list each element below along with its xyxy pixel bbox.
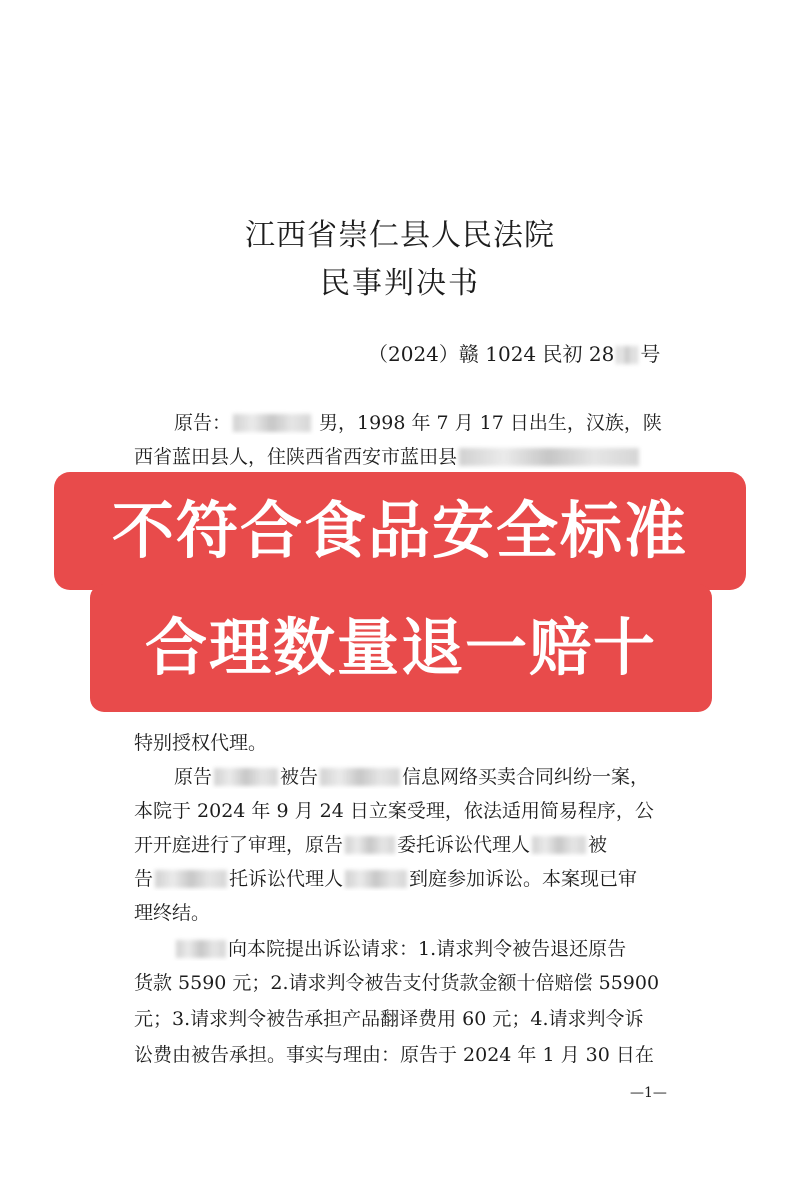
- body-line: [134, 898, 674, 925]
- redaction-blur: [214, 768, 278, 786]
- redaction-blur: [233, 414, 311, 432]
- line-text: 元；3.请求判令被告承担产品翻译费用 60 元；4.请求判令诉: [134, 1008, 644, 1030]
- redaction-blur: [616, 346, 638, 364]
- line-text: 理终结。: [134, 902, 211, 924]
- court-name: 江西省崇仁县人民法院: [245, 218, 555, 253]
- body-line: [134, 1040, 674, 1067]
- line-text: 男，1998 年 7 月 17 日出生，汉族，陕: [313, 412, 662, 434]
- case-number-suffix: 号: [640, 342, 661, 366]
- body-line: [134, 408, 674, 435]
- line-text: 到庭参加诉讼。本案现已审: [409, 868, 638, 890]
- redaction-blur: [459, 448, 639, 466]
- line-text: 特别授权代理。: [134, 732, 268, 754]
- line-text: 货款 5590 元；2.请求判令被告支付货款金额十倍赔偿 55900: [134, 972, 660, 994]
- line-text: 讼费由被告承担。事实与理由：原告于 2024 年 1 月 30 日在: [134, 1044, 654, 1066]
- line-text: 原告: [174, 766, 213, 788]
- line-text: 被告: [280, 766, 319, 788]
- case-number-text: （2024）赣 1024 民初 28: [368, 342, 615, 366]
- line-text: 托诉讼代理人: [229, 868, 344, 890]
- line-text: 本院于 2024 年 9 月 24 日立案受理，依法适用简易程序，公: [134, 800, 654, 822]
- body-line: [134, 830, 674, 857]
- line-text: 被: [588, 834, 608, 856]
- body-line: [134, 934, 674, 961]
- body-line: [134, 1004, 674, 1031]
- line-text: 委托诉讼代理人: [397, 834, 531, 856]
- redaction-blur: [176, 940, 226, 958]
- body-line: [134, 864, 674, 891]
- body-line: [134, 796, 674, 823]
- line-text: 向本院提出诉讼请求：1.请求判令被告退还原告: [228, 938, 627, 960]
- redaction-blur: [320, 768, 400, 786]
- line-text: 原告：: [174, 412, 232, 434]
- body-line: [134, 968, 674, 995]
- case-number: [368, 338, 660, 367]
- line-text: 告: [134, 868, 154, 890]
- line-text: 信息网络买卖合同纠纷一案，: [402, 766, 650, 788]
- redaction-blur: [345, 870, 407, 888]
- line-text: 西省蓝田县人，住陕西省西安市蓝田县: [134, 446, 458, 468]
- body-line: [134, 442, 674, 469]
- body-line: [134, 728, 674, 755]
- document-type: 民事判决书: [320, 266, 480, 301]
- body-line: [134, 762, 674, 789]
- redaction-blur: [532, 836, 586, 854]
- redaction-blur: [155, 870, 227, 888]
- overlay-banner-bottom: 合理数量退一赔十: [90, 584, 712, 712]
- page-number: —1—: [630, 1085, 667, 1101]
- redaction-blur: [345, 836, 395, 854]
- line-text: 开开庭进行了审理，原告: [134, 834, 344, 856]
- overlay-banner-top: 不符合食品安全标准: [54, 472, 746, 590]
